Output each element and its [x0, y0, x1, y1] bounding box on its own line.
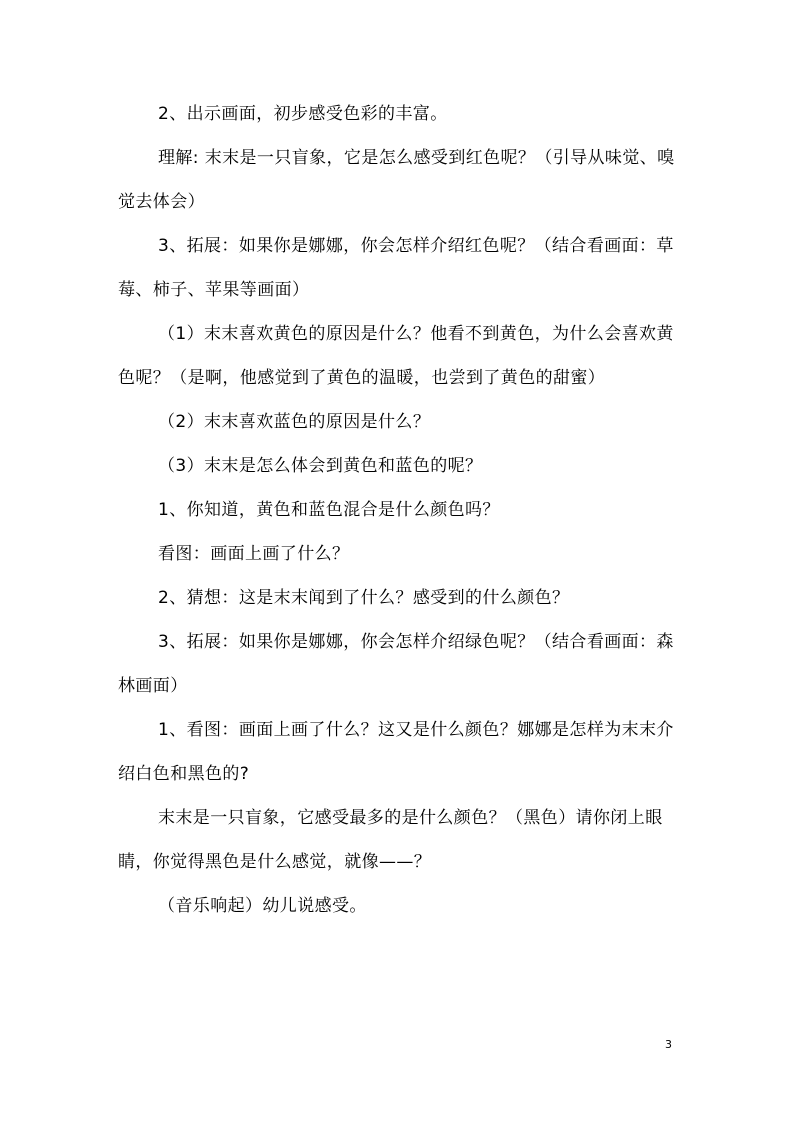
paragraph-6: （3）末末是怎么体会到黄色和蓝色的呢？ [158, 456, 483, 476]
paragraph-9: 2、猜想：这是末末闻到了什么？感受到的什么颜色？ [158, 588, 570, 608]
paragraph-11: 1、看图：画面上画了什么？这又是什么颜色？娜娜是怎样为末末介绍白色和黑色的? [118, 720, 674, 784]
paragraph-2: 理解: 末末是一只盲象，它是怎么感受到红色呢？（引导从味觉、嗅觉去体会） [118, 148, 675, 212]
page-number: 3 [665, 1038, 672, 1051]
paragraph-10: 3、拓展：如果你是娜娜，你会怎样介绍绿色呢？（结合看画面：森林画面） [118, 632, 674, 696]
paragraph-1: 2、出示画面，初步感受色彩的丰富。 [158, 104, 448, 124]
paragraph-4: （1）末末喜欢黄色的原因是什么？他看不到黄色，为什么会喜欢黄色呢？（是啊，他感觉到了黄色的温暖，也尝到了黄色的甜蜜） [118, 324, 674, 388]
paragraph-13: （音乐响起）幼儿说感受。 [158, 896, 367, 916]
paragraph-7: 1、你知道，黄色和蓝色混合是什么颜色吗？ [158, 500, 500, 520]
paragraph-3: 3、拓展：如果你是娜娜，你会怎样介绍红色呢？（结合看画面：草莓、柿子、苹果等画面） [118, 236, 674, 300]
paragraph-8: 看图：画面上画了什么？ [158, 544, 350, 564]
paragraph-12: 末末是一只盲象，它感受最多的是什么颜色？（黑色）请你闭上眼睛，你觉得黑色是什么感觉，就像——？ [118, 808, 663, 872]
paragraph-5: （2）末末喜欢蓝色的原因是什么？ [158, 412, 431, 432]
document-body [118, 92, 680, 928]
